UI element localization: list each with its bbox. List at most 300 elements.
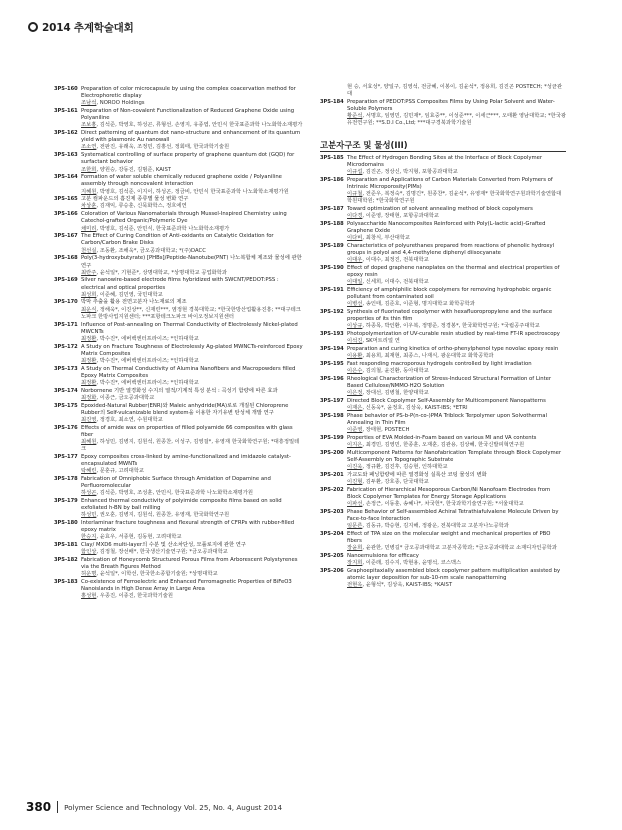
program-entry <box>54 520 304 541</box>
program-entry <box>54 322 304 343</box>
entry-id: 3PS-177 <box>54 453 78 460</box>
coauthors-affiliation: , 박수진*, 에버백엔터프라이즈; *인하대학교 <box>96 379 199 386</box>
presenter-name: 이다비 <box>347 235 363 242</box>
program-entry <box>54 557 304 578</box>
program-entry <box>54 454 304 475</box>
entry-body <box>347 376 566 397</box>
coauthors-affiliation: , 양원승, 강동진, 김범준, KAIST <box>96 166 172 173</box>
entry-authors <box>81 336 304 343</box>
presenter-name: 이대우 <box>347 257 363 264</box>
coauthors-affiliation: , 윤석일*, 기현준*, 상명대학교, *상명대학교 공업화학과 <box>96 269 227 276</box>
entry-title: Polysaccharide Nanocomposites Reinforced with Poly(L-lactic acid)-Grafted Graphene Oxide <box>347 220 546 235</box>
coauthors-affiliation: , 이준영, 장태현, 포항공과대학교 <box>362 213 439 220</box>
entry-body <box>347 265 566 286</box>
entry-title: Silver nanowire-based electrode films hybridized with SWCNT/PEDOT:PSS : electrical and optical properties <box>81 277 279 291</box>
entry-authors <box>81 167 304 174</box>
entry-body <box>81 425 304 454</box>
coauthors-affiliation: , SK머트리얼 연 <box>362 338 400 345</box>
entry-authors <box>347 113 566 127</box>
circle-bullet-icon <box>28 22 38 32</box>
presenter-name: 홍성현 <box>81 593 97 600</box>
entry-id: 3PS-163 <box>54 152 78 159</box>
left-column <box>54 86 304 601</box>
entry-body <box>81 498 304 519</box>
entry-authors <box>347 279 566 286</box>
coauthors-affiliation: , 김석준, 박영호, 하성곤, 류형선, 손영지, 유종엽, 안민식 한국표준과학 나노화학소재평가 <box>96 122 303 129</box>
entry-body <box>81 277 304 298</box>
program-entry <box>320 287 566 308</box>
entry-title: 가교도와 패닝함량에 따른 열경화성 실록산 코팅 물성의 변화 <box>347 471 487 478</box>
presenter-name: 차상훈 <box>81 203 97 210</box>
entry-authors <box>81 270 304 277</box>
entry-body <box>347 206 566 220</box>
entry-id: 3PS-193 <box>320 331 344 338</box>
entry-body <box>81 388 304 402</box>
program-entry <box>320 155 566 176</box>
coauthors-affiliation: , 박영호, 김석준, 안민식, 한국표준과학 나노화학소재평가 <box>96 225 230 232</box>
program-entry <box>320 487 566 508</box>
coauthors-affiliation: , 김진곤, 정상신, 박지형, 포항공과대학교 <box>362 169 458 175</box>
program-entry <box>320 265 566 286</box>
coauthors-affiliation: , 윤관한, 민병길* 금오공과대학교 고분자공학과; *금오공과대학교 소재디자인공학과 <box>362 545 557 552</box>
entry-body <box>347 450 566 471</box>
program-entry <box>320 99 566 128</box>
journal-citation: Polymer Science and Technology Vol. 25, No. 4, August 2014 <box>64 802 283 812</box>
coauthors-affiliation: , 서명호, 임영민, 김민재*, 임효중**, 이성준***, 이세근***, 오태환 영남대학교; *한국광유전연구원; **S.D.I Co.,Ltd; ***대구경북과학기술원 <box>347 113 566 127</box>
entry-title: Epoxy composites cross-linked by amine-functionalized and imidazole catalyst-encapsulated MWNTs <box>81 453 291 468</box>
program-entry <box>320 346 566 360</box>
program-entry <box>54 388 304 402</box>
presenter-name: 이규철 <box>347 191 363 198</box>
program-entry <box>54 542 304 556</box>
entry-id: 3PS-164 <box>54 174 78 181</box>
entry-id: 3PS-191 <box>320 287 344 294</box>
presenter-name: 이석진 <box>347 338 363 345</box>
presenter-name: 한승지 <box>81 534 97 541</box>
entry-id: 3PS-192 <box>320 309 344 316</box>
entry-authors <box>347 479 566 486</box>
program-entry <box>320 413 566 434</box>
program-entry <box>54 403 304 424</box>
entry-authors <box>347 257 566 264</box>
entry-title: Preparation of PEDOT:PSS Composites Films by Using Polar Solvent and Water-Soluble Polymers <box>347 98 555 113</box>
coauthors-affiliation: , 김재익, 류승훈, 신묵화학스, 정흐에연 <box>96 203 187 210</box>
entry-body <box>347 346 566 360</box>
coauthors-affiliation: , 신세희, 이대수, 전북대학교 <box>362 279 429 286</box>
entry-title: Preparation and Applications of Carbon Materials Converted from Polymers of Intrinsic Microporosity(PIMs) <box>347 176 553 190</box>
program-entry <box>54 233 304 254</box>
entry-body <box>81 366 304 387</box>
entry-title: Characteristics of polyurethanes prepared from reactions of phenolic hydroxyl groups in polyol and 4,4-methylene diphenyl diisocyanate <box>347 242 555 257</box>
entry-title: Directed Block Copolymer Self-Assembly for Multicomponent Nanopatterns <box>347 397 546 404</box>
entry-id: 3PS-190 <box>320 265 344 271</box>
entry-title: Direct patterning of quantum dot nano-structure and enhancement of its quantum yield with plasmonic Au nanowall <box>81 130 301 144</box>
entry-id: 3PS-162 <box>54 130 78 137</box>
entry-id: 3PS-188 <box>320 220 344 227</box>
entry-title: Phase behavior of PS-b-P(n-co-)PMA Triblock Terpolymer upon Solvothermal Annealing in Thin Film <box>347 412 548 427</box>
entry-id: 3PS-199 <box>320 434 344 441</box>
entry-title: Toward optimization of solvent annealing method of block copolymers <box>347 205 533 212</box>
presenter-name: 이은수 <box>347 368 363 375</box>
entry-body <box>81 86 304 107</box>
page-header <box>28 20 134 34</box>
coauthors-affiliation: , 정규환, 김진후, 김승현, 인하대학교 <box>362 464 448 471</box>
entry-id: 3PS-187 <box>320 205 344 212</box>
entry-id: 3PS-160 <box>54 86 78 92</box>
presenter-name: 전현옥 <box>347 582 363 589</box>
entry-title: Clay/ MXD6 multi-layer의 수분 및 산소차단성, 모플로지에 관한 연구 <box>81 542 246 549</box>
entry-title: Fabrication of Honeycomb Structured Porous Films from Arborescent Polystyrenes via the Breath Figures Method <box>81 557 298 571</box>
entry-authors <box>81 144 304 151</box>
entry-title: Photopolymerization of UV-curable resin studied by real-time FT-IR spectroscopy <box>347 331 560 338</box>
entry-authors <box>81 512 304 519</box>
presenter-name: 이용환 <box>347 353 363 360</box>
program-entry <box>320 568 566 589</box>
entry-authors <box>347 427 566 434</box>
presenter-name: 최정환 <box>81 335 97 342</box>
entry-authors <box>81 380 304 387</box>
entry-body <box>347 531 566 552</box>
presenter-name: 최혜원 <box>81 439 97 445</box>
entry-body <box>81 520 304 541</box>
entry-authors <box>347 301 566 308</box>
entry-authors <box>81 571 304 578</box>
entry-id: 3PS-206 <box>320 567 344 574</box>
entry-title: Interlaminar fracture toughness and flexural strength of CFRPs with rubber-filled epoxy matrix <box>81 520 295 534</box>
entry-authors <box>347 560 566 567</box>
entry-title: Rheological Characterization of Stress-Induced Structural Formation of Linter Based Cellulose/NMMO·H2O Solution <box>347 375 552 390</box>
presenter-name: 허운명 <box>81 571 97 578</box>
coauthors-affiliation: , 정경호, 최소연, 수원대학교 <box>96 416 163 423</box>
entry-authors <box>81 122 304 129</box>
coauthors-affiliation: , 송인태, 김준호, 이준형, 명지대학교 화학공학과 <box>362 301 475 308</box>
program-entry <box>320 361 566 375</box>
entry-body <box>347 435 566 449</box>
presenter-name: 이상규 <box>347 323 363 330</box>
coauthors-affiliation: , 최용희, 최재현, 최종스, 나재식, 광운대학교 화학공학과 <box>362 353 494 360</box>
entry-body <box>347 487 566 508</box>
entry-id: 3PS-167 <box>54 233 78 240</box>
program-entry <box>320 206 566 220</box>
presenter-name: 이진형 <box>347 479 363 486</box>
program-entry <box>54 299 304 320</box>
entry-id: 3PS-200 <box>320 449 344 456</box>
coauthors-affiliation: , 전준우, 복정숙*, 김명긴*, 원종찬*, 김윤석*, 유영재* 한국화학연구원과학기술연합대학원대학원; *한국화학연구원 <box>347 191 562 205</box>
presenter-name: 하성민 <box>81 512 97 519</box>
entry-title: Preparation and curing kinetics of ortho-phenylphenol type novolac epoxy resin <box>347 346 559 353</box>
coauthors-affiliation: , 윤석일*, 이학선, 한국한소종합기술원; *상명대학교 <box>96 571 218 578</box>
entry-authors <box>347 213 566 220</box>
entry-id: 3PS-195 <box>320 361 344 367</box>
entry-id: 3PS-202 <box>320 486 344 493</box>
entry-authors <box>347 338 566 345</box>
coauthors-affiliation: , 하종목, 박인환, 이우복, 정명준, 정경봉*, 한국화학연구원; *국립공주대학교 <box>362 323 540 330</box>
presenter-name: 최진영 <box>81 416 97 423</box>
program-entry <box>320 450 566 471</box>
presenter-name: 조한희 <box>81 166 97 173</box>
entry-id: 3PS-196 <box>320 375 344 382</box>
coauthors-affiliation: , 김석준, 박영호, 조성훈, 안민식, 한국표준과학 나노화학소재평가원 <box>96 490 254 497</box>
presenter-name: 하성곤 <box>81 490 97 497</box>
entry-body <box>81 476 304 497</box>
entry-authors <box>347 235 566 242</box>
entry-authors <box>81 593 304 600</box>
entry-title: Graphoepitaxially assembled block copolymer pattern multiplication assisted by atomic layer deposition for sub-10-nm scale nanopatterning <box>347 567 561 582</box>
entry-title: Synthesis of fluorinated copolymer with hexafluoropropylene and the surface properties of its thin film <box>347 309 553 323</box>
coauthors-affiliation: , 조동환, 조해욱*, 금오공과대학교; *(주)DACC <box>96 247 206 254</box>
continued-authors: 현 승, 서효성*, 양일구, 김영석, 전금혜, 이봉이, 김윤석*, 정용희, 김진곤 POSTECH; *성균관대 <box>347 84 563 98</box>
entry-title: Co-existence of Ferroelectric and Enhanced Ferromagnetic Properties of BiFeO3 Nanoislands in High Dense Array in Large Area <box>81 579 292 593</box>
entry-authors <box>81 189 304 196</box>
entry-id: 3PS-180 <box>54 520 78 527</box>
coauthors-affiliation: , 하성민, 김병지, 김원석, 원종찬, 이성구, 김영걸*, 유영재 한국화학연구원; *대흥정밀테크 <box>81 439 300 453</box>
entry-id: 3PS-194 <box>320 346 344 353</box>
program-entry <box>54 579 304 600</box>
presenter-name: 이대일 <box>347 279 363 286</box>
presenter-name: 이다경 <box>347 213 363 220</box>
entry-authors <box>81 203 304 210</box>
program-entry <box>320 553 566 567</box>
presenter-name: 장지희 <box>347 560 363 567</box>
entry-title: Influence of Post-annealing on Thermal Conductivity of Electrolessly Nickel-plated MWCNTs <box>81 321 298 335</box>
entry-body <box>347 361 566 375</box>
presenter-name: 천선실 <box>81 247 97 254</box>
presenter-name: 함인상 <box>81 549 97 556</box>
entry-title: Systematical controlling of surface property of graphene quantum dot (GQD) for surfactant behavior <box>81 152 295 166</box>
entry-body <box>81 579 304 600</box>
entry-authors <box>347 582 566 589</box>
coauthors-affiliation: , 장태현, POSTECH <box>362 427 410 434</box>
entry-authors <box>347 405 566 412</box>
entry-title: Phase Behavior of Self-assembled Achiral Tetrathiafulvalene Molecule Driven by Face-to-face Interaction <box>347 508 559 523</box>
entry-authors <box>81 395 304 402</box>
presenter-name: 이재은 <box>347 405 363 412</box>
entry-id: 3PS-178 <box>54 475 78 482</box>
program-entry <box>54 425 304 454</box>
entry-body <box>347 221 566 242</box>
entry-id: 3PS-174 <box>54 387 78 394</box>
entry-body <box>81 542 304 556</box>
coauthors-affiliation: , 박수진*, 에버백엔터프라이즈; *인하대학교 <box>96 357 199 364</box>
entry-id: 3PS-172 <box>54 343 78 350</box>
entry-id: 3PS-168 <box>54 255 78 262</box>
program-entry <box>320 221 566 242</box>
program-entry <box>320 472 566 486</box>
program-entry <box>54 498 304 519</box>
presenter-name: 최정화 <box>81 394 97 401</box>
presenter-name: 조소연 <box>81 144 97 151</box>
entry-title: Effect of TPA size on the molecular weight and mechanical properties of PBO fibers <box>347 530 551 545</box>
entry-title: Poly(3-hydroxybutyrate) [PHBs]/Peptide-Nanotube(PNT) 나노복합체 제조와 물성에 관한 연구 <box>81 255 302 269</box>
program-entry <box>320 331 566 345</box>
entry-authors <box>347 545 566 552</box>
presenter-name: 최란주 <box>81 269 97 276</box>
program-entry <box>54 108 304 129</box>
program-entry <box>320 243 566 264</box>
presenter-name: 황준석 <box>347 113 363 120</box>
program-entry <box>320 509 566 530</box>
presenter-name: 장윤희 <box>347 545 363 552</box>
coauthors-affiliation: , 전판진, 유래욱, 조정민, 김홍선, 정회태, 한국과학기술원 <box>96 144 230 151</box>
entry-body <box>347 568 566 589</box>
entry-body <box>81 322 304 343</box>
entry-body <box>81 108 304 129</box>
entry-title: The Effect of Curing Condition of Anti-oxidants on Catalytic Oxidation for Carbon/Carbon Brake Disks <box>81 233 274 247</box>
entry-id: 3PS-166 <box>54 211 78 218</box>
presenter-name: 채미리 <box>81 225 97 232</box>
entry-body <box>347 243 566 264</box>
entry-id: 3PS-197 <box>320 397 344 404</box>
entry-id: 3PS-175 <box>54 402 78 409</box>
presenter-name: 이파선 <box>347 501 363 508</box>
entry-title: Fast responding macroporous hydrogels controlled by light irradiation <box>347 361 532 367</box>
coauthors-affiliation: , 신동욱*, 윤정호, 김상욱, KAIST-IBS; *ETRI <box>362 405 468 412</box>
entry-authors <box>81 100 304 107</box>
entry-body <box>81 233 304 254</box>
program-entry <box>54 130 304 151</box>
coauthors-affiliation: , 김두환, 강호종, 단국대학교 <box>362 479 429 486</box>
entry-title: A Study on Fracture Toughness of Electrolessly Ag-plated MWNCTs-reinforced Epoxy Matrix Composites <box>81 343 303 357</box>
program-entry <box>320 531 566 552</box>
program-entry <box>320 309 566 330</box>
program-entry <box>320 398 566 412</box>
entry-body <box>347 177 566 206</box>
entry-id: 3PS-183 <box>54 579 78 586</box>
entry-authors <box>347 191 566 205</box>
entry-authors <box>81 534 304 541</box>
presenter-name: 최운식 <box>81 306 97 313</box>
entry-authors <box>347 169 566 176</box>
coauthors-affiliation: , 김정철, 장선배*, 한국생산기술연구원; *금오공과대학교 <box>96 549 228 556</box>
right-column <box>320 84 566 590</box>
coauthors-affiliation: , 이종근, 금오공과대학교 <box>96 394 155 401</box>
entry-id: 3PS-182 <box>54 557 78 564</box>
coauthors-affiliation: , 장대선, 김병철, 한양대학교 <box>362 390 429 397</box>
entry-body <box>81 299 304 320</box>
entry-authors <box>81 417 304 424</box>
entry-body <box>347 509 566 530</box>
entry-body <box>347 309 566 330</box>
program-entry <box>54 344 304 365</box>
entry-body <box>81 196 304 210</box>
program-entry <box>320 177 566 206</box>
program-entry <box>54 196 304 210</box>
presenter-name: 이은정 <box>347 390 363 397</box>
presenter-name: 이규섭 <box>347 169 363 175</box>
program-entry <box>54 366 304 387</box>
presenter-name: 최정환 <box>81 357 97 364</box>
presenter-name: 이지은 <box>347 442 363 449</box>
entry-id: 3PS-185 <box>320 154 344 161</box>
program-entry <box>54 211 304 232</box>
entry-id: 3PS-169 <box>54 277 78 284</box>
presenter-name: 이진욱 <box>347 464 363 471</box>
coauthors-affiliation: , 권오훈, 김병지, 김원석, 원종찬, 유영재, 한국화학연구원 <box>96 512 230 519</box>
entry-body <box>81 130 304 151</box>
entry-body <box>347 155 566 176</box>
entry-body <box>81 255 304 276</box>
coauthors-affiliation: , 최경민, 김영민, 한종훈, 오재훈, 김관용, 김상혜, 한국신발피혁연구원 <box>362 442 525 449</box>
section-heading: 고분자구조 및 물성(III) <box>320 142 566 152</box>
entry-authors <box>81 226 304 233</box>
coauthors-affiliation: , 이준래, 김수지, 박현용, 윤명석, 코스맥스 <box>362 560 462 567</box>
program-entry <box>320 435 566 449</box>
entry-id: 3PS-179 <box>54 498 78 505</box>
presenter-name: 임문른 <box>347 523 363 530</box>
entry-title: A Study on Thermal Conductivity of Alumina Nanofibers and Macropowders filled Epoxy Matrix Composites <box>81 365 296 379</box>
coauthors-affiliation: , 정해욱*, 이진상**, 신재린***, 염정현 경북대학교; *한국한방산업활용진흥; **대구테크노파크 한방사업지원센터; ***포항테크노파크 바이오정보지원센터 <box>81 306 301 320</box>
entry-title: Preparation of color microcapsule by using the complex coacervation method for Electrophoretic display <box>81 86 296 100</box>
program-entry <box>54 255 304 276</box>
presenter-name: 최성희 <box>81 291 97 298</box>
entry-title: Fabrication of Hierarchical Mesoporous Carbon/Ni Nanofoam Electrodes from Block Copolymer Templates for Energy Storage Applications <box>347 486 551 500</box>
coauthors-affiliation: , 윤효우, 서종현, 김동현, 고려대학교 <box>96 534 182 541</box>
entry-title: Multicomponent Patterns for Nanofabrication Template through Block Copolymer Self-Assembly on Topographic Substrate <box>347 449 562 463</box>
entry-authors <box>81 248 304 255</box>
coauthors-affiliation: , 문훈규, 고려대학교 <box>96 468 145 475</box>
entry-body <box>347 413 566 434</box>
entry-authors <box>347 464 566 471</box>
entry-id: 3PS-189 <box>320 242 344 249</box>
entry-body <box>81 344 304 365</box>
entry-id: 3PS-186 <box>320 176 344 183</box>
entry-authors <box>81 549 304 556</box>
entry-body <box>81 454 304 475</box>
entry-title: Nanoemulsions for efficacy <box>347 553 419 559</box>
coauthors-affiliation: , NOROO Holdings <box>96 100 145 107</box>
entry-id: 3PS-201 <box>320 471 344 478</box>
entry-body <box>347 472 566 486</box>
coauthors-affiliation: , 윤형석*, 김상욱, KAIST-IBS; *KAIST <box>362 582 453 589</box>
entry-id: 3PS-165 <box>54 196 78 203</box>
entry-authors <box>347 501 566 508</box>
coauthors-affiliation: , 박수진*, 에버백엔터프라이즈; *인하대학교 <box>96 335 199 342</box>
entry-title: Norbornene 기반 열경화성 수지의 열적/기계적 특성 분석 : 곡성기 함량에 따른 효과 <box>81 387 278 394</box>
program-entry <box>54 476 304 497</box>
presenter-name: 조남석 <box>81 100 97 107</box>
entry-id: 3PS-161 <box>54 108 78 115</box>
entry-authors <box>81 358 304 365</box>
entry-title: 박막 추출을 활용 전면고분자 나노재료의 제조 <box>81 299 187 306</box>
entry-body <box>347 398 566 412</box>
entry-authors <box>81 439 304 453</box>
program-entry <box>54 152 304 173</box>
entry-id: 3PS-198 <box>320 412 344 419</box>
entry-id: 3PS-171 <box>54 321 78 328</box>
entry-body <box>81 174 304 195</box>
presenter-name: 이준영 <box>347 427 363 434</box>
entry-title: Epoxided-Natural Rubber(ENR)와 Maleic anhydride(MA)로로 개질된 Chloroprene Rubber의 Self-vulcanizable blend system을 이용한 자기유변 탄성체 개발 연구 <box>81 402 289 416</box>
entry-title: Effect of doped graphene nanoplates on the thermal and electrical properties of epoxy resin <box>347 265 560 279</box>
entry-authors <box>81 292 304 299</box>
entry-title: Effects of amide wax on properties of filled polyamide 66 composites with glass fiber <box>81 424 293 438</box>
presenter-name: 조보홍 <box>81 122 97 129</box>
coauthors-affiliation: , 김동규, 박승현, 김지해, 정광운, 전북대학교 고분자나노공학과 <box>362 523 509 530</box>
entry-authors <box>347 353 566 360</box>
entry-id: 3PS-203 <box>320 508 344 515</box>
coauthors-affiliation: , 김의철, 윤진환, 동아대학교 <box>362 368 429 375</box>
program-entry <box>54 277 304 298</box>
entry-title: 고분 컴파운드의 흡진제 종류별 물성 변화 연구 <box>81 196 189 203</box>
entry-title: Efficiency of amphiphilic block copolymers for removing hydrophobic organic pollutant from contaminated soil <box>347 287 552 301</box>
page-number: 380 <box>26 800 52 814</box>
page-footer <box>26 800 282 814</box>
entry-title: The Effect of Hydrogen Bonding Sites at the Interface of Block Copolymer Microdomains <box>347 154 543 168</box>
coauthors-affiliation: , 박영호, 김석준, 이지이, 하성곤, 정금비, 안민식 한국표준과학 나노화학소재평가원 <box>96 188 289 195</box>
coauthors-affiliation: , 우종진, 이종진, 한국과학기술원 <box>96 593 173 600</box>
entry-id: 3PS-204 <box>320 530 344 537</box>
entry-authors <box>347 323 566 330</box>
